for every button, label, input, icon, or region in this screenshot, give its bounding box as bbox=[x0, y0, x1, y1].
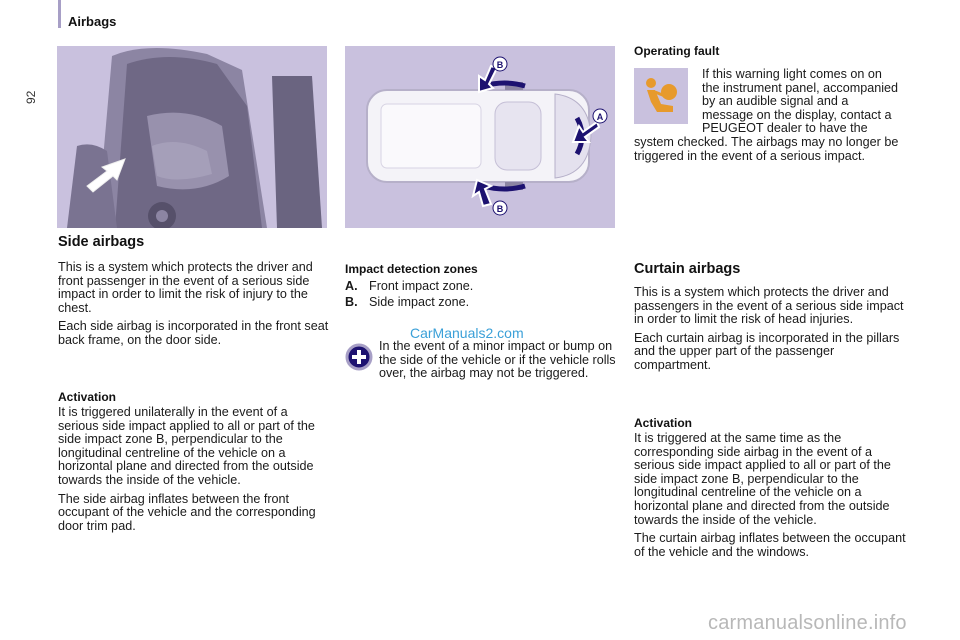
paragraph: This is a system which protects the driver and passengers in the event of a serious side impact in order to limit the risk of head injuries. bbox=[634, 285, 904, 327]
paragraph: This is a system which protects the driver and front passenger in the event of a serious side impact in order to limit the risk of injury to the chest. bbox=[58, 260, 313, 315]
paragraph: It is triggered unilaterally in the event of a serious side impact applied to all or part of the side impact zone B, perpendicular to the longitudinal centreline of the vehicle on a horizontal plane and directed from the outside towards the inside of the vehicle. bbox=[58, 405, 315, 487]
curtain-airbags-description bbox=[634, 286, 906, 373]
paragraph: Each curtain airbag is incorporated in the pillars and the upper part of the passenger compartment. bbox=[634, 330, 900, 372]
note-text: In the event of a minor impact or bump on the side of the vehicle or if the vehicle rolls over, the airbag may not be triggered. bbox=[379, 339, 616, 381]
diagram-label-a: A bbox=[596, 112, 604, 122]
zone-text: Front impact zone. bbox=[369, 279, 474, 293]
vehicle-top-view-diagram bbox=[345, 46, 615, 228]
watermark-link[interactable]: CarManuals2.com bbox=[410, 325, 524, 341]
zone-item bbox=[345, 278, 605, 294]
zone-letter: A. bbox=[345, 279, 358, 293]
left-activation-text bbox=[58, 406, 330, 533]
paragraph: The curtain airbag inflates between the occupant of the vehicle and the windows. bbox=[634, 531, 906, 559]
paragraph: It is triggered at the same time as the corresponding side airbag in the event of a serious side impact applied to all or part of the side impact zone B, perpendicular to the longitudinal centreline of the vehicle on a horizontal plane and directed from the outside towards the inside of the vehicle. bbox=[634, 431, 891, 527]
paragraph: The side airbag inflates between the front occupant of the vehicle and the corresponding door trim pad. bbox=[58, 491, 316, 533]
section-accent-bar bbox=[58, 0, 61, 28]
zone-item bbox=[345, 294, 605, 310]
footer-watermark-link[interactable]: carmanualsonline.info bbox=[708, 612, 907, 634]
side-airbags-heading: Side airbags bbox=[58, 234, 145, 250]
left-activation-heading: Activation bbox=[58, 390, 117, 404]
airbag-warning-light-icon bbox=[634, 68, 688, 124]
operating-fault-block bbox=[634, 68, 902, 163]
info-plus-icon bbox=[345, 343, 373, 371]
impact-zones-list bbox=[345, 278, 605, 310]
diagram-label-b-bottom: B bbox=[496, 204, 504, 214]
operating-fault-heading: Operating fault bbox=[634, 44, 720, 58]
impact-zones-heading: Impact detection zones bbox=[345, 262, 478, 276]
operating-fault-text: If this warning light comes on on the instrument panel, accompanied by an audible signal and a message on the display, contact a PEUGEOT dealer to have the system checked. The airbags may no longer be triggered in the event of a serious impact. bbox=[634, 67, 899, 163]
page-number: 92 bbox=[24, 90, 38, 104]
paragraph: Each side airbag is incorporated in the front seat back frame, on the door side. bbox=[58, 319, 329, 347]
zone-text: Side impact zone. bbox=[369, 295, 470, 309]
right-activation-text bbox=[634, 432, 906, 559]
right-activation-heading: Activation bbox=[634, 416, 693, 430]
zone-letter: B. bbox=[345, 295, 358, 309]
side-airbags-description bbox=[58, 261, 330, 348]
diagram-label-b-top: B bbox=[496, 60, 504, 70]
seat-side-airbag-image bbox=[57, 46, 327, 228]
curtain-airbags-heading: Curtain airbags bbox=[634, 261, 741, 277]
section-title: Airbags bbox=[68, 14, 117, 29]
